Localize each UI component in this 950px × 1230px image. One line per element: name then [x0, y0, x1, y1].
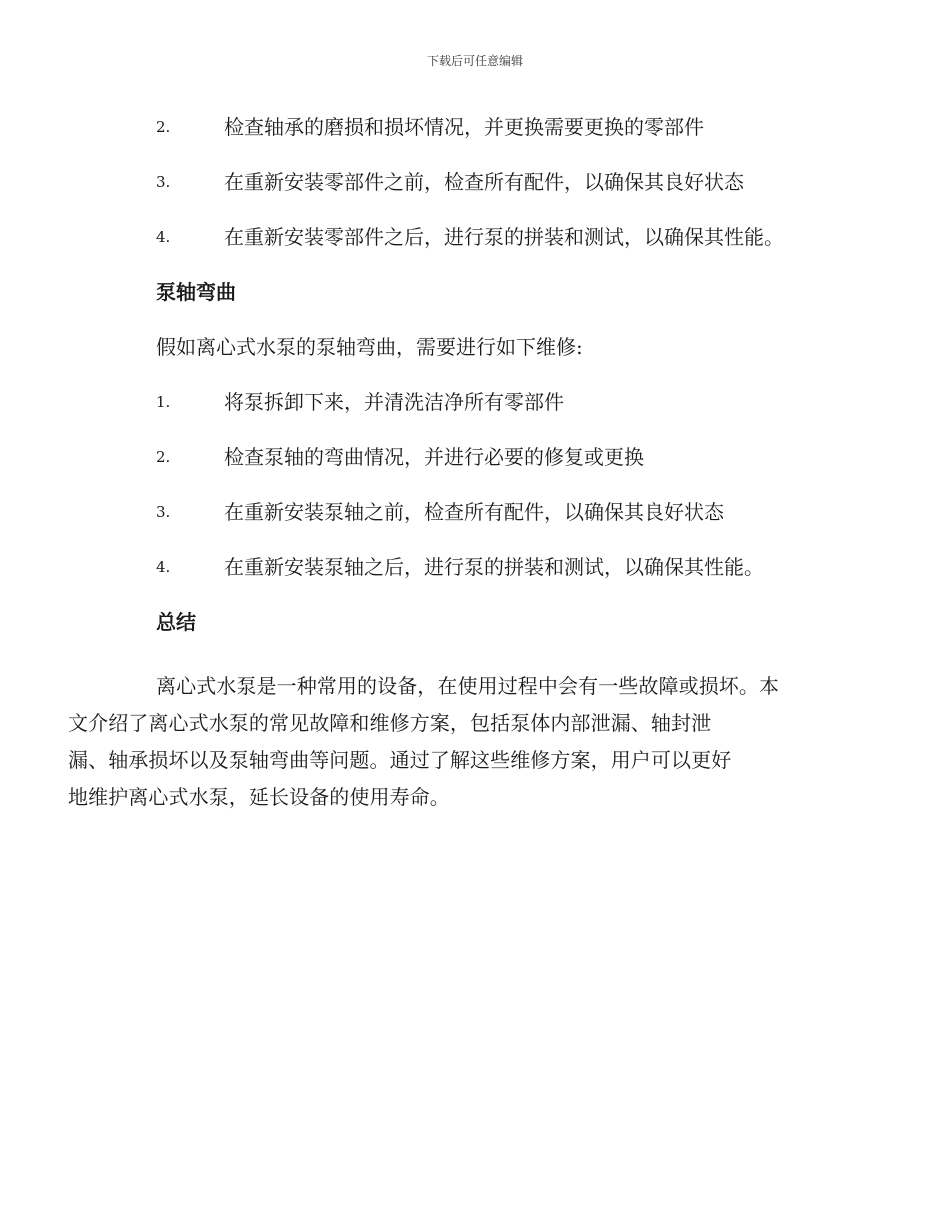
list-number: 4.: [156, 228, 171, 246]
list-item: [112, 548, 832, 603]
summary-line: 漏、轴承损坏以及泵轴弯曲等问题。通过了解这些维修方案，用户可以更好: [68, 748, 732, 772]
summary-line: 地维护离心式水泵，延长设备的使用寿命。: [68, 785, 450, 809]
summary-line: 文介绍了离心式水泵的常见故障和维修方案，包括泵体内部泄漏、轴封泄: [68, 711, 712, 735]
list-item: [112, 108, 832, 163]
list-number: 3.: [156, 503, 171, 521]
list-item: [112, 438, 832, 493]
list-number: 1.: [156, 393, 171, 411]
list-item: [112, 163, 832, 218]
page-header: 下载后可任意编辑: [426, 54, 523, 68]
section-heading-summary: 总结: [156, 610, 196, 634]
list-item: [112, 493, 832, 548]
list-text: 在重新安装零部件之后，进行泵的拼装和测试，以确保其性能。: [224, 225, 784, 249]
section-intro: 假如离心式水泵的泵轴弯曲，需要进行如下维修:: [156, 335, 583, 359]
list-number: 2.: [156, 118, 171, 136]
list-text: 将泵拆卸下来，并清洗洁净所有零部件: [224, 390, 564, 414]
summary-line: 离心式水泵是一种常用的设备，在使用过程中会有一些故障或损坏。本: [156, 674, 780, 698]
list-text: 在重新安装零部件之前，检查所有配件，以确保其良好状态: [224, 170, 744, 194]
list-text: 检查泵轴的弯曲情况，并进行必要的修复或更换: [224, 445, 644, 469]
document-body: [68, 108, 832, 816]
section-heading-pump-shaft-bend: 泵轴弯曲: [156, 280, 236, 304]
list-item: [112, 218, 832, 273]
list-text: 检查轴承的磨损和损坏情况，并更换需要更换的零部件: [224, 115, 704, 139]
list-number: 2.: [156, 448, 171, 466]
list-item: [112, 383, 832, 438]
list-number: 4.: [156, 558, 171, 576]
list-text: 在重新安装泵轴之后，进行泵的拼装和测试，以确保其性能。: [224, 555, 764, 579]
list-text: 在重新安装泵轴之前，检查所有配件，以确保其良好状态: [224, 500, 724, 524]
summary-paragraph: [68, 668, 832, 816]
list-number: 3.: [156, 173, 171, 191]
